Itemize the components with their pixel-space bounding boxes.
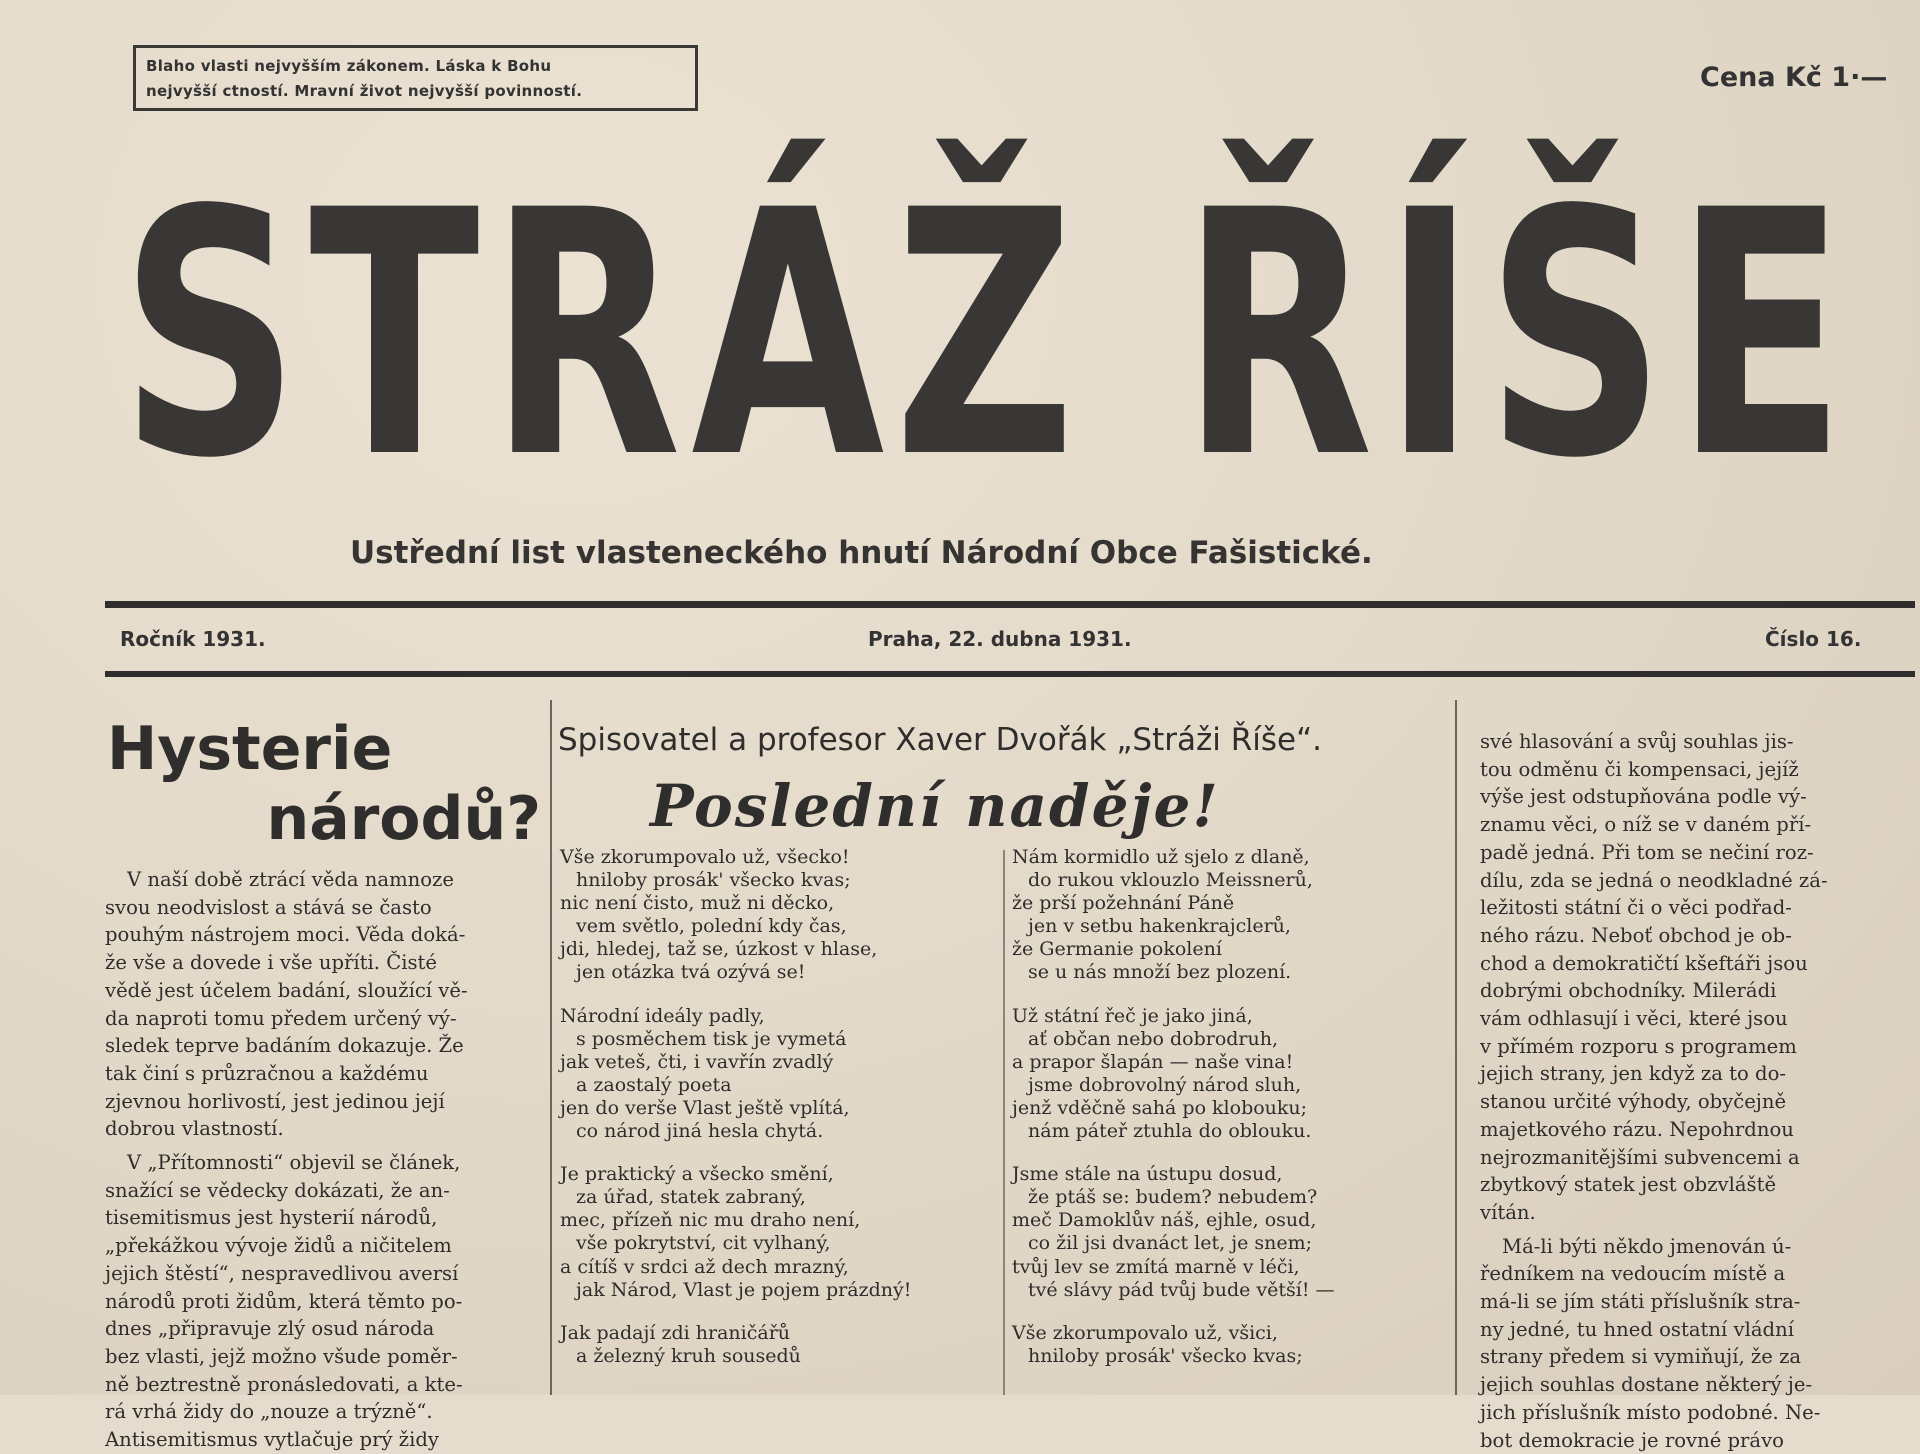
column-divider — [1455, 700, 1457, 1395]
text-line: v přímém rozporu s programem — [1480, 1034, 1797, 1058]
text-line: zbytkový statek jest obzvláště — [1480, 1173, 1777, 1197]
text-line: vědě jest účelem badání, sloužící vě- — [105, 978, 468, 1002]
text-line: má-li se jím státi příslušník stra- — [1480, 1290, 1801, 1314]
price: Cena Kč 1·— — [1700, 62, 1888, 93]
text-line: že vše a dovede i vše upříti. Čisté — [105, 951, 437, 975]
poem-line: že Germanie pokolení — [1012, 938, 1222, 961]
poem-line: Jak padají zdi hraničářů — [560, 1321, 791, 1344]
poem-line: Nám kormidlo už sjelo z dlaně, — [1012, 846, 1310, 868]
headline-line: Hysterie — [107, 714, 393, 784]
text-line: znamu věci, o níž se v daném pří- — [1480, 813, 1812, 837]
text-line: rá vrhá židy do „nouze a trýzně“. — [105, 1400, 433, 1424]
text-line: svou neodvislost a stává se často — [105, 895, 432, 919]
poem-line: Vše zkorumpovalo už, všecko! — [560, 846, 850, 868]
poem-line: hniloby prosák' všecko kvas; — [1028, 1344, 1303, 1367]
text-line: da naproti tomu předem určený vý- — [105, 1006, 457, 1030]
text-line: nejrozmanitějšími subvencemi a — [1480, 1145, 1800, 1169]
motto-box — [133, 45, 698, 111]
text-line: jejich štěstí“, nespravedlivou aversí — [105, 1261, 459, 1285]
text-line: vítán. — [1480, 1200, 1536, 1224]
masthead-title: STRÁŽ ŘÍŠE — [120, 138, 1856, 532]
top-rule — [105, 601, 1915, 608]
paragraph — [1480, 728, 1908, 1227]
text-line: padě jedná. Při tom se nečiní roz- — [1480, 840, 1814, 864]
poem-line: a zaostalý poeta — [576, 1073, 732, 1096]
poem-line: vem světlo, polední kdy čas, — [576, 915, 847, 938]
poem-line: tvůj lev se zmítá marně v léči, — [1012, 1255, 1300, 1278]
poem-line: vše pokrytství, cit vylhaný, — [576, 1232, 831, 1255]
article-kicker: Spisovatel a profesor Xaver Dvořák „Stráži Říše“. — [558, 722, 1323, 758]
poem-stanza — [560, 1322, 1000, 1368]
poem-left-column — [560, 846, 1000, 1388]
text-line: výše jest odstupňována podle vý- — [1480, 785, 1807, 809]
poem-line: s posměchem tisk je vymetá — [576, 1027, 847, 1050]
text-line: jejich souhlas dostane některý je- — [1480, 1373, 1813, 1397]
column-divider — [550, 700, 552, 1395]
poem-line: jak veteš, čti, i vavřín zvadlý — [560, 1050, 834, 1073]
text-line: dílu, zda se jedná o neodkladné zá- — [1480, 868, 1828, 892]
poem-line: tvé slávy pád tvůj bude větší! — — [1028, 1278, 1335, 1301]
poem-stanza — [1012, 1163, 1452, 1302]
poem-line: co národ jiná hesla chytá. — [576, 1120, 824, 1143]
poem-line: jsme dobrovolný národ sluh, — [1028, 1073, 1302, 1096]
poem-stanza — [560, 1005, 1000, 1144]
text-line: V naší době ztrácí věda namnoze — [127, 868, 454, 891]
poem-line: za úřad, statek zabraný, — [576, 1186, 806, 1209]
article-headline — [105, 700, 543, 854]
volume: Ročník 1931. — [120, 627, 266, 651]
text-line: dobrými obchodníky. Milerádi — [1480, 979, 1777, 1003]
text-line: ně beztrestně pronásledovati, a kte- — [105, 1372, 463, 1396]
text-line: sledek teprve badáním dokazuje. Že — [105, 1034, 464, 1058]
poem-stanza — [1012, 1005, 1452, 1144]
paragraph — [105, 866, 543, 1143]
poem-line: jen v setbu hakenkrajclerů, — [1028, 915, 1291, 938]
poem-line: a prapor šlapán — naše vina! — [1012, 1050, 1294, 1073]
text-line: dobrou vlastností. — [105, 1117, 284, 1141]
motto-line: Blaho vlasti nejvyšším zákonem. Láska k Bohu — [146, 57, 552, 75]
poem-line: Je praktický a všecko smění, — [560, 1163, 834, 1186]
poem-line: jen otázka tvá ozývá se! — [576, 961, 806, 984]
poem-line: hniloby prosák' všecko kvas; — [576, 869, 851, 892]
masthead-subtitle: Ustřední list vlasteneckého hnutí Národní Obce Fašistické. — [350, 535, 1373, 571]
text-line: tisemitismus jest hysterií národů, — [105, 1206, 438, 1230]
poem-line: Už státní řeč je jako jiná, — [1012, 1004, 1253, 1027]
text-line: chod a demokratičtí kšeftáři jsou — [1480, 951, 1808, 975]
poem-line: mec, přízeň nic mu draho není, — [560, 1209, 861, 1232]
text-line: ředníkem na vedoucím místě a — [1480, 1262, 1786, 1286]
issue-number: Číslo 16. — [1765, 627, 1862, 651]
text-line: Má-li býti někdo jmenován ú- — [1502, 1234, 1792, 1258]
poem-line: jak Národ, Vlast je pojem prázdný! — [576, 1278, 912, 1301]
poem-line: meč Damoklův náš, ejhle, osud, — [1012, 1209, 1317, 1232]
poem-line: Jsme stále na ústupu dosud, — [1012, 1163, 1283, 1186]
poem-line: že prší požehnání Páně — [1012, 892, 1235, 915]
motto-line: nejvyšší ctností. Mravní život nejvyšší povinností. — [146, 82, 583, 100]
text-line: ny jedné, tu hned ostatní vládní — [1480, 1317, 1794, 1341]
article-hysterie — [105, 700, 543, 1452]
text-line: zjevnou horlivostí, jest jedinou její — [105, 1089, 445, 1113]
poem-line: Národní ideály padly, — [560, 1004, 765, 1027]
poem-line: a cítíš v srdci až dech mrazný, — [560, 1255, 849, 1278]
text-line: bot demokracie je rovné právo — [1480, 1428, 1784, 1452]
text-line: strany předem si vymiňují, že za — [1480, 1345, 1802, 1369]
text-line: jich příslušník místo podobné. Ne- — [1480, 1400, 1821, 1424]
poem-line: co žil jsi dvanáct let, je snem; — [1028, 1232, 1313, 1255]
text-line: národů proti židům, která těmto po- — [105, 1289, 463, 1313]
text-line: své hlasování a svůj souhlas jis- — [1480, 730, 1794, 753]
poem-line: jen do verše Vlast ještě vplítá, — [560, 1096, 850, 1119]
article-headline: Poslední naděje! — [650, 772, 1220, 840]
poem-line: do rukou vklouzlo Meissnerů, — [1028, 869, 1313, 892]
text-line: majetkového rázu. Nepohrdnou — [1480, 1117, 1794, 1141]
poem-line: a železný kruh sousedů — [576, 1344, 801, 1367]
text-line: Antisemitismus vytlačuje prý židy — [105, 1428, 439, 1452]
poem-stanza — [1012, 846, 1452, 985]
poem-divider — [1003, 850, 1005, 1395]
poem-stanza — [560, 846, 1000, 985]
poem-stanza — [560, 1163, 1000, 1302]
poem-line: se u nás množí bez plození. — [1028, 961, 1292, 984]
place-date: Praha, 22. dubna 1931. — [868, 627, 1132, 651]
poem-right-column — [1012, 846, 1452, 1388]
text-line: ležitosti státní či o věci podřad- — [1480, 896, 1792, 920]
text-line: dnes „připravuje zlý osud národa — [105, 1317, 435, 1341]
text-line: pouhým nástrojem moci. Věda doká- — [105, 923, 466, 947]
text-line: snažící se vědecky dokázati, že an- — [105, 1178, 450, 1202]
poem-line: že ptáš se: budem? nebudem? — [1028, 1186, 1318, 1209]
text-line: jejich strany, jen když za to do- — [1480, 1062, 1786, 1086]
poem-line: Vše zkorumpovalo už, všici, — [1012, 1321, 1278, 1344]
poem-line: jdi, hledej, taž se, úzkost v hlase, — [560, 938, 878, 961]
text-line: vám odhlasují i věci, které jsou — [1480, 1007, 1788, 1031]
bottom-rule — [105, 671, 1915, 677]
text-line: bez vlasti, jejž možno všude poměr- — [105, 1344, 458, 1368]
text-line: tou odměnu či kompensaci, jejíž — [1480, 757, 1799, 781]
text-line: tak činí s průzračnou a každému — [105, 1061, 429, 1085]
text-line: ného rázu. Neboť obchod je ob- — [1480, 923, 1792, 947]
headline-line: národů? — [266, 784, 541, 854]
poem-stanza — [1012, 1322, 1452, 1368]
poem-line: nám páteř ztuhla do oblouku. — [1028, 1120, 1312, 1143]
text-line: „překážkou vývoje židů a ničitelem — [105, 1234, 452, 1258]
paragraph — [105, 1149, 543, 1454]
poem-line: jenž vděčně sahá po klobouku; — [1012, 1096, 1308, 1119]
text-line: stanou určité výhody, obyčejně — [1480, 1090, 1787, 1114]
paragraph — [1480, 1233, 1908, 1454]
poem-line: ať občan nebo dobrodruh, — [1028, 1027, 1279, 1050]
poem-line: nic není čisto, muž ni děcko, — [560, 892, 835, 915]
text-line: V „Přítomnosti“ objevil se článek, — [127, 1151, 461, 1175]
article-continuation — [1480, 700, 1908, 1452]
